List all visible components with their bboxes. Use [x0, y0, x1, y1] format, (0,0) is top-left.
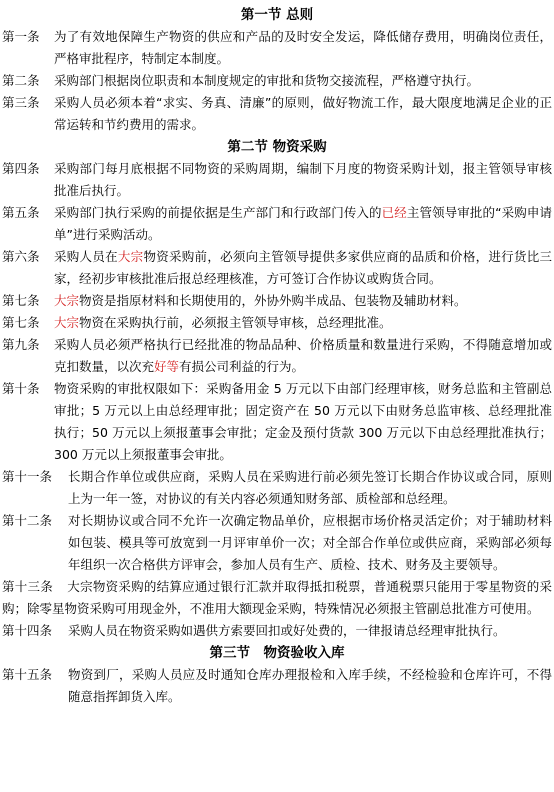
article-label: 第十四条 — [2, 623, 53, 638]
article-15 — [2, 664, 552, 708]
article-label: 第十一条 — [2, 469, 53, 484]
article-text: 采购部门根据岗位职责和本制度规定的审批和货物交接流程，严格遵守执行。 — [54, 73, 480, 88]
article-3 — [2, 92, 552, 136]
section-heading-3: 第三节 物资验收入库 — [209, 645, 345, 661]
article-1 — [2, 26, 552, 70]
highlighted-text: 已经 — [381, 205, 407, 220]
article-2 — [2, 70, 552, 92]
article-label: 第七条 — [2, 315, 40, 330]
article-label: 第五条 — [2, 205, 40, 220]
article-label: 第十二条 — [2, 513, 53, 528]
article-text: 采购人员必须严格执行已经批准的物品品种、价格质量和数量进行采购，不得随意增加或克扣数量，以次充好等有损公司利益的行为。 — [54, 337, 552, 374]
article-9 — [2, 334, 552, 378]
highlighted-text: 大宗 — [117, 249, 144, 264]
article-13 — [2, 576, 552, 620]
article-12 — [2, 510, 552, 576]
article-label: 第一条 — [2, 29, 40, 44]
article-text: 采购人员在大宗物资采购前，必须向主管领导提供多家供应商的品质和价格，进行货比三家，经初步审核批准后报总经理核准，方可签订合作协议或购货合同。 — [54, 249, 552, 286]
article-8 — [2, 312, 552, 334]
article-text: 采购部门每月底根据不同物资的采购周期，编制下月度的物资采购计划，报主管领导审核批准后执行。 — [54, 161, 552, 198]
article-label: 第六条 — [2, 249, 40, 264]
article-label: 第七条 — [2, 293, 40, 308]
article-label: 第十条 — [2, 381, 40, 396]
article-text: 对长期协议或合同不允许一次确定物品单价，应根据市场价格灵活定价；对于辅助材料如包装、模具等可放宽到一月评审单价一次；对全部合作单位或供应商，采购部必须每年组织一次合格供方评审会，参加人员有生产、质检、技术、财务及主要领导。 — [68, 513, 552, 572]
section-heading-1: 第一节 总则 — [240, 7, 314, 23]
article-6 — [2, 246, 552, 290]
article-7 — [2, 290, 552, 312]
highlighted-text: 大宗 — [54, 315, 80, 330]
article-label: 第九条 — [2, 337, 40, 352]
article-text: 采购人员必须本着“求实、务真、清廉”的原则，做好物流工作，最大限度地满足企业的正常运转和节约费用的需求。 — [54, 95, 552, 132]
article-text: 大宗物资是指原材料和长期使用的，外协外购半成品、包装物及辅助材料。 — [54, 293, 467, 308]
article-label: 第十三条 — [2, 579, 54, 594]
article-text: 物资采购的审批权限如下：采购备用金 5 万元以下由部门经理审核，财务总监和主管副总审批；5 万元以上由总经理审批；固定资产在 50 万元以下由财务总监审核、总经理批准执行；50 万元以上须报董事会审批；定金及预付货款 300 万元以下由总经理批准执行；300 万元以上须报董事会审批。 — [54, 381, 552, 462]
article-14 — [2, 620, 552, 642]
article-text: 采购部门执行采购的前提依据是生产部门和行政部门传入的已经主管领导审批的“采购申请单”进行采购活动。 — [54, 205, 552, 242]
article-4 — [2, 158, 552, 202]
article-5 — [2, 202, 552, 246]
article-label: 第四条 — [2, 161, 40, 176]
article-10 — [2, 378, 552, 466]
highlighted-text: 大宗 — [54, 293, 80, 308]
highlighted-text: 好等 — [154, 359, 180, 374]
article-text: 大宗物资采购的结算应通过银行汇款并取得抵扣税票，普通税票只能用于零星物资的采购；除零星物资采购可用现金外，不准用大额现金采购，特殊情况必须报主管副总批准方可使用。 — [2, 579, 552, 616]
article-label: 第三条 — [2, 95, 40, 110]
article-label: 第二条 — [2, 73, 40, 88]
article-text: 物资到厂，采购人员应及时通知仓库办理报检和入库手续，不经检验和仓库许可，不得随意指挥卸货入库。 — [68, 667, 552, 704]
section-heading-2: 第二节 物资采购 — [227, 139, 327, 155]
article-text: 长期合作单位或供应商，采购人员在采购进行前必须先签订长期合作协议或合同，原则上为一年一签，对协议的有关内容必须通知财务部、质检部和总经理。 — [68, 469, 552, 506]
article-text: 大宗物资在采购执行前，必须报主管领导审核，总经理批准。 — [54, 315, 392, 330]
article-label: 第十五条 — [2, 667, 53, 682]
article-11 — [2, 466, 552, 510]
article-text: 为了有效地保障生产物资的供应和产品的及时安全发运，降低储存费用，明确岗位责任，严格审批程序，特制定本制度。 — [54, 29, 552, 66]
article-text: 采购人员在物资采购如遇供方索要回扣或好处费的，一律报请总经理审批执行。 — [68, 623, 506, 638]
